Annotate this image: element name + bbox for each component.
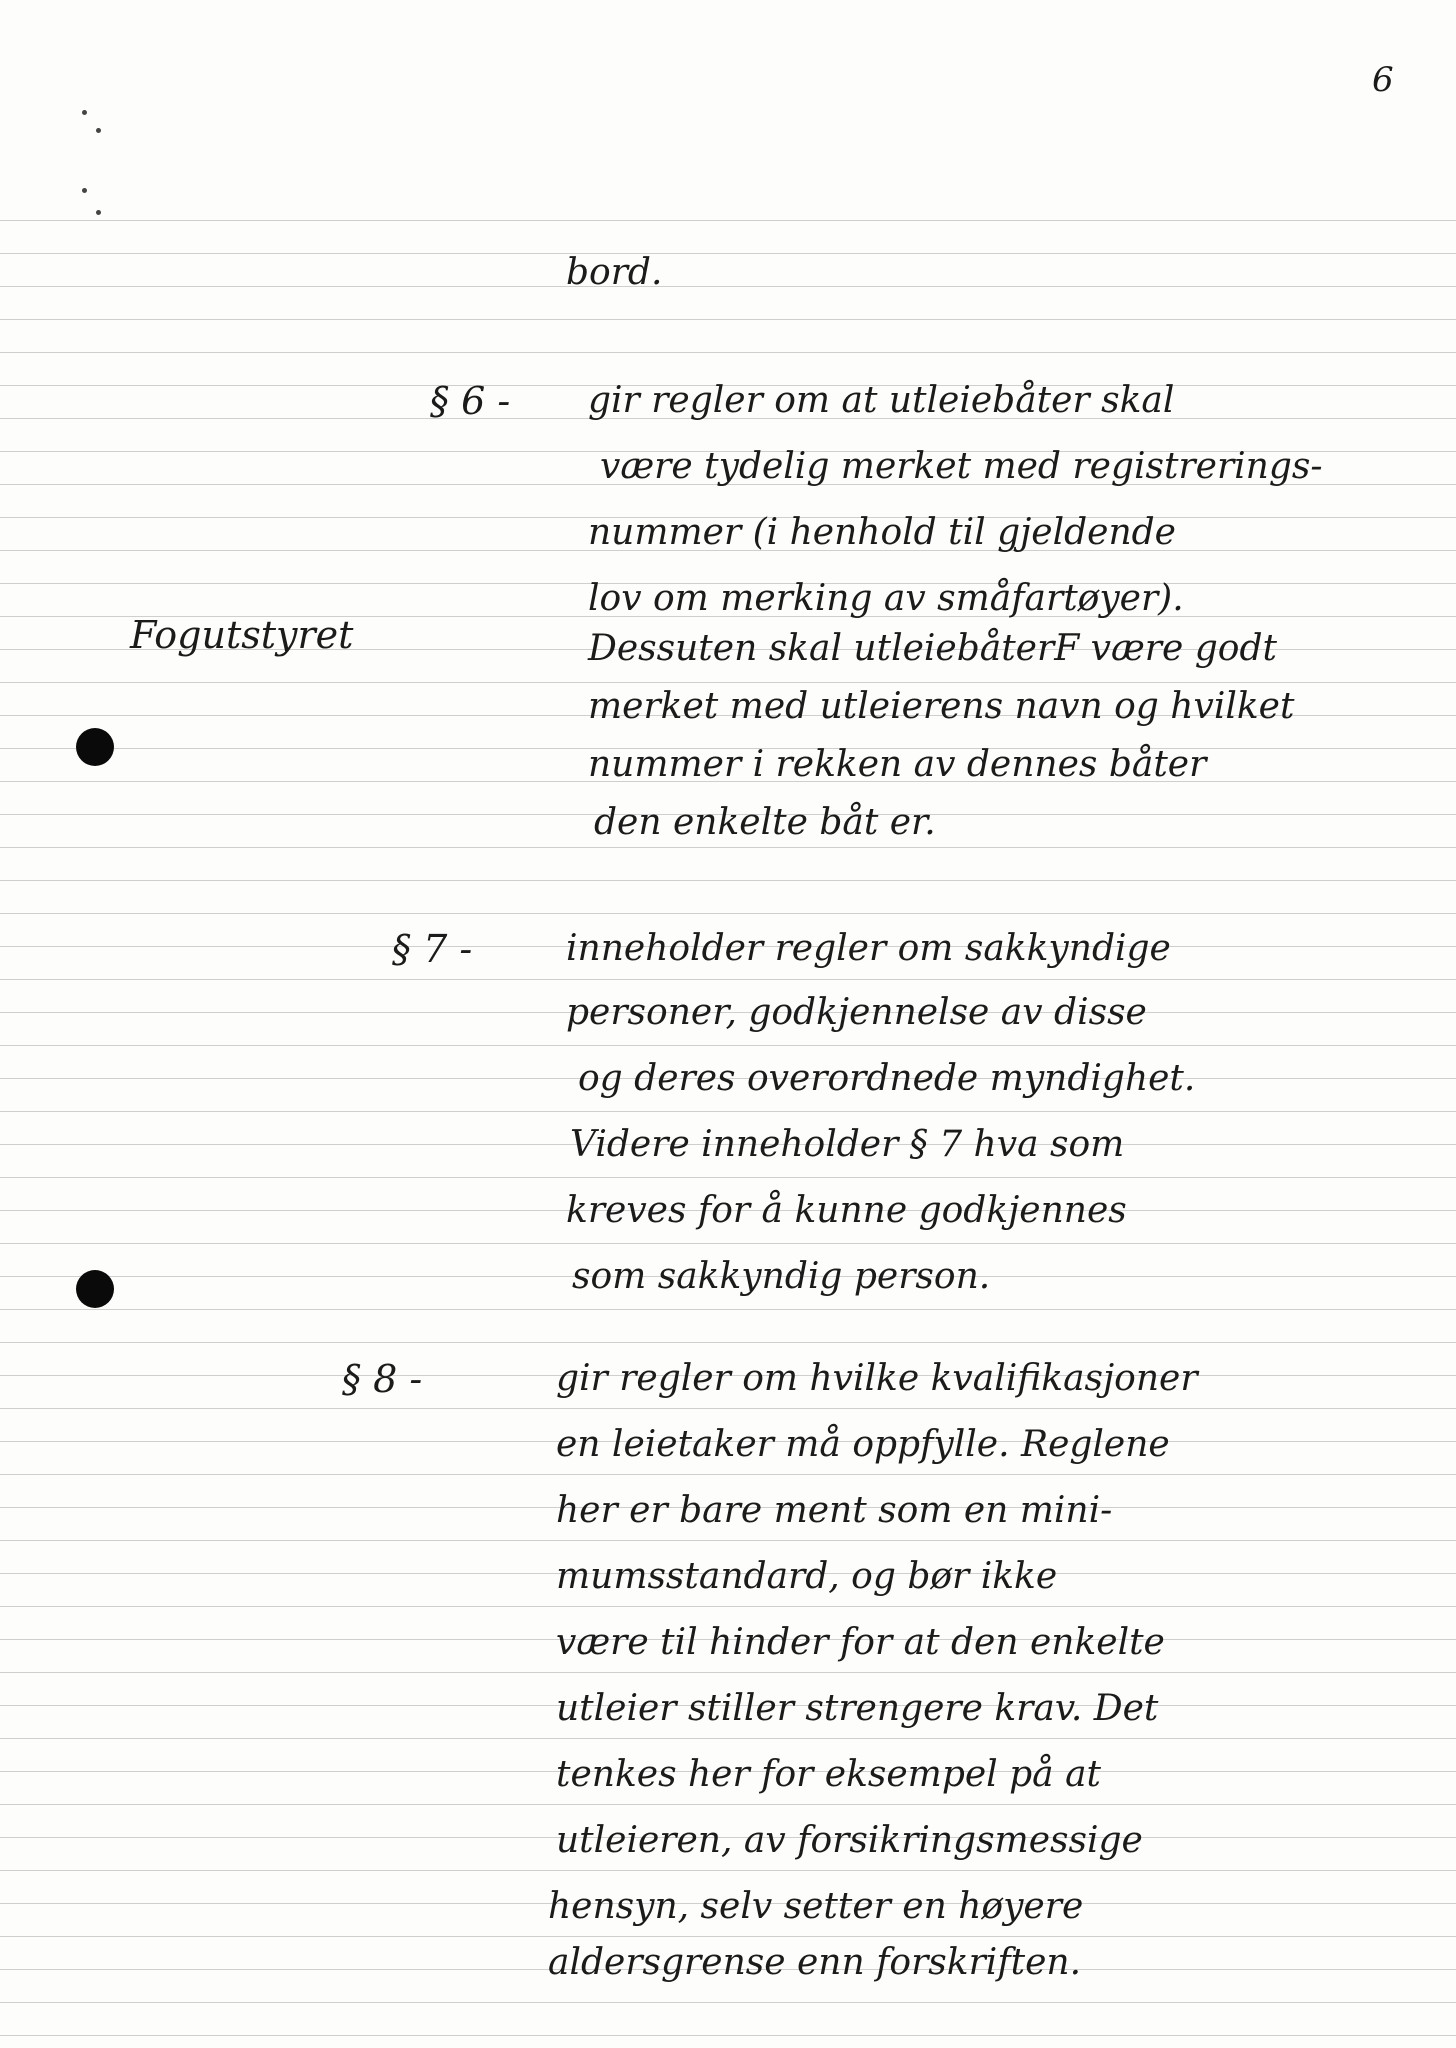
section-8-line: her er bare ment som en mini- — [556, 1490, 1113, 1531]
section-7-line: Videre inneholder § 7 hva som — [570, 1124, 1125, 1165]
section-6-line: den enkelte båt er. — [594, 802, 936, 843]
section-marker-6: § 6 - — [430, 379, 511, 423]
section-8-line: være til hinder for at den enkelte — [556, 1622, 1165, 1663]
section-6-line: merket med utleierens navn og hvilket — [588, 686, 1295, 727]
section-8-line: mumsstandard, og bør ikke — [556, 1556, 1058, 1597]
section-6-line: gir regler om at utleiebåter skal — [588, 380, 1175, 421]
opening-line: bord. — [566, 252, 663, 293]
page-number: 6 — [1372, 60, 1394, 100]
section-8-line: aldersgrense enn forskriften. — [548, 1942, 1082, 1983]
punch-hole — [76, 728, 114, 766]
section-8-line: gir regler om hvilke kvalifikasjoner — [556, 1358, 1198, 1399]
section-7-line: inneholder regler om sakkyndige — [566, 928, 1171, 969]
section-7-line: og deres overordnede myndighet. — [578, 1058, 1196, 1099]
section-6-line: nummer i rekken av dennes båter — [588, 744, 1207, 785]
punch-hole — [76, 1270, 114, 1308]
section-6-line: Dessuten skal utleiebåterF være godt — [588, 628, 1277, 669]
section-6-line: være tydelig merket med registrerings- — [600, 446, 1323, 487]
ink-speck — [96, 210, 101, 215]
section-8-line: utleier stiller strengere krav. Det — [556, 1688, 1159, 1729]
section-6-line: lov om merking av småfartøyer). — [588, 578, 1184, 619]
section-8-line: utleieren, av forsikringsmessige — [556, 1820, 1143, 1861]
ink-speck — [96, 128, 101, 133]
section-marker-7: § 7 - — [392, 927, 473, 971]
ink-speck — [82, 188, 87, 193]
section-marker-8: § 8 - — [342, 1357, 423, 1401]
section-7-line: som sakkyndig person. — [572, 1256, 991, 1297]
section-8-line: hensyn, selv setter en høyere — [548, 1886, 1084, 1927]
margin-note: Fogutstyret — [130, 613, 354, 657]
section-8-line: tenkes her for eksempel på at — [556, 1754, 1102, 1795]
section-7-line: kreves for å kunne godkjennes — [566, 1190, 1127, 1231]
section-8-line: en leietaker må oppfylle. Reglene — [556, 1424, 1170, 1465]
ink-speck — [82, 110, 87, 115]
section-6-line: nummer (i henhold til gjeldende — [588, 512, 1176, 553]
page-header-area — [0, 0, 1456, 188]
section-7-line: personer, godkjennelse av disse — [566, 992, 1147, 1033]
